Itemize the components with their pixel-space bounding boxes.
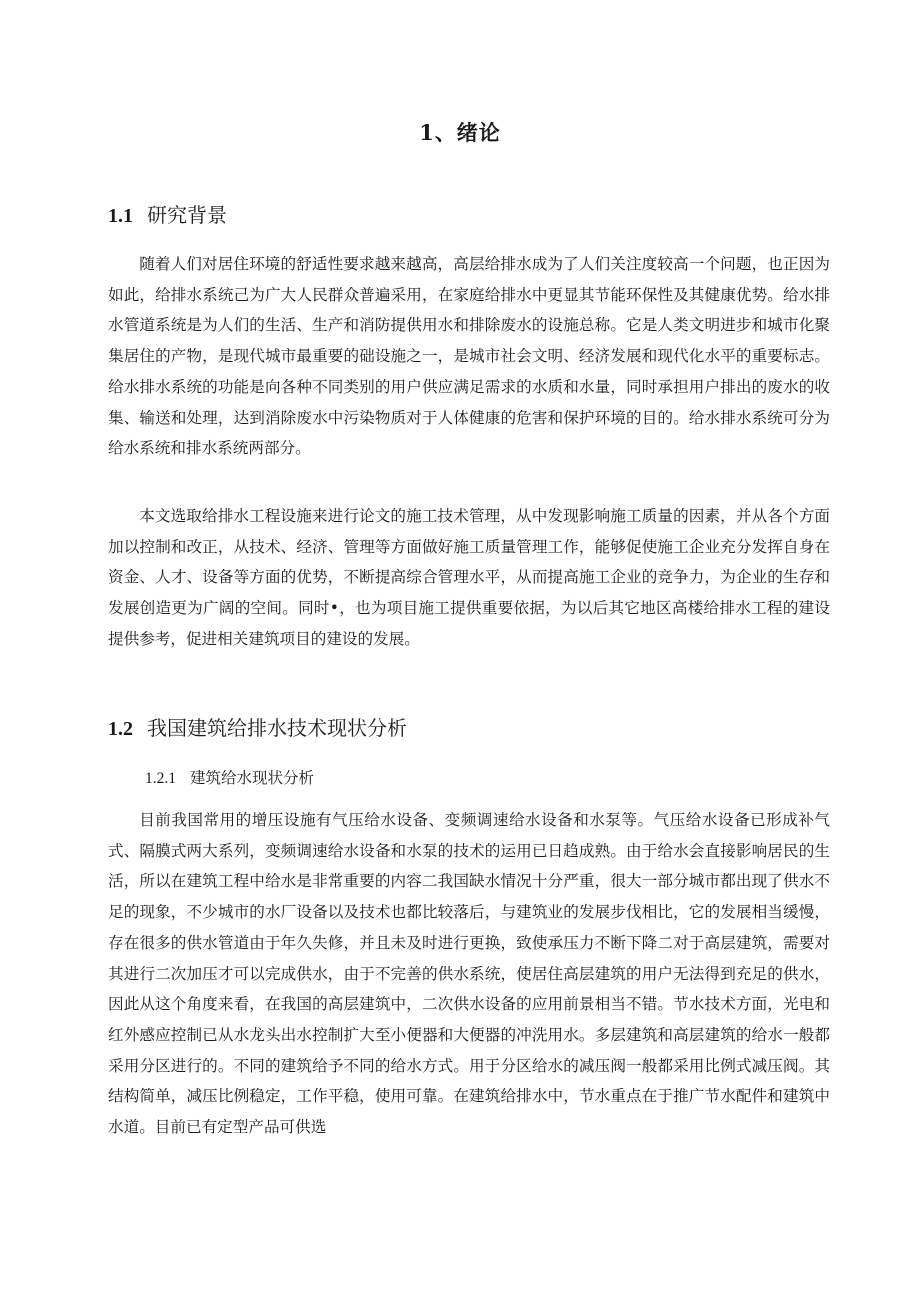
paragraph: 随着人们对居住环境的舒适性要求越来越高，高层给排水成为了人们关注度较高一个问题，也正因为如此，给排水系统己为广大人民群众普遍采用，在家庭给排水中更显其节能环保性及其健康优势。给水排水管道系统是为人们的生活、生产和消防提供用水和排除废水的设施总称。它是人类文明进步和城市化聚集居住的产物，是现代城市最重要的础设施之一，是城市社会文明、经济发展和现代化水平的重要标志。给水排水系统的功能是向各种不同类别的用户供应满足需求的水质和水量，同时承担用户排出的废水的收集、输送和处理，达到消除废水中污染物质对于人体健康的危害和保护环境的目的。给水排水系统可分为给水系统和排水系统两部分。 (108, 255, 830, 458)
subsection-heading-1-2-1 (145, 766, 314, 788)
subsection-number: 1.2.1 (145, 770, 176, 787)
section-title: 我国建筑给排水技术现状分析 (147, 716, 407, 740)
subsection-title: 建筑给水现状分析 (190, 769, 315, 787)
section-heading-1-2 (108, 712, 407, 741)
section-heading-1-1 (108, 199, 227, 228)
section-number: 1.1 (108, 205, 133, 227)
paragraph: 目前我国常用的增压设施有气压给水设备、变频调速给水设备和水泵等。气压给水设备已形成补气式、隔膜式两大系列，变频调速给水设备和水泵的技术的运用已日趋成熟。由于给水会直接影响居民的生活，所以在建筑工程中给水是非常重要的内容二我国缺水情况十分严重，很大一部分城市都出现了供水不足的现象，不少城市的水厂设备以及技术也都比较落后，与建筑业的发展步伐相比，它的发展相当缓慢，存在很多的供水管道由于年久失修，并且未及时进行更换，致使承压力不断下降二对于高层建筑，需要对其进行二次加压才可以完成供水，由于不完善的供水系统，使居住高层建筑的用户无法得到充足的供水，因此从这个角度来看，在我国的高层建筑中，二次供水设备的应用前景相当不错。节水技术方面，光电和红外感应控制已从水龙头出水控制扩大至小便器和大便器的冲洗用水。多层建筑和高层建筑的给水一般都采用分区进行的。不同的建筑给予不同的给水方式。用于分区给水的减压阀一般都采用比例式减压阀。其结构简单，减压比例稳定，工作平稳，使用可靠。在建筑给排水中，节水重点在于推广节水配件和建筑中水道。目前已有定型产品可供选 (108, 811, 830, 1137)
section-title: 研究背景 (147, 203, 227, 227)
paragraph: 本文选取给排水工程设施来进行论文的施工技术管理，从中发现影响施工质量的因素，并从各个方面加以控制和改正，从技术、经济、管理等方面做好施工质量管理工作，能够促使施工企业充分发挥自身在资金、人才、设备等方面的优势，不断提高综合管理水平，从而提高施工企业的竞争力，为企业的生存和发展创造更为广阔的空间。同时•，也为项目施工提供重要依据，为以后其它地区高楼给排水工程的建设提供参考，促进相关建筑项目的建设的发展。 (108, 507, 830, 648)
section-number: 1.2 (108, 718, 133, 740)
chapter-title: 1、绪论 (419, 120, 501, 145)
